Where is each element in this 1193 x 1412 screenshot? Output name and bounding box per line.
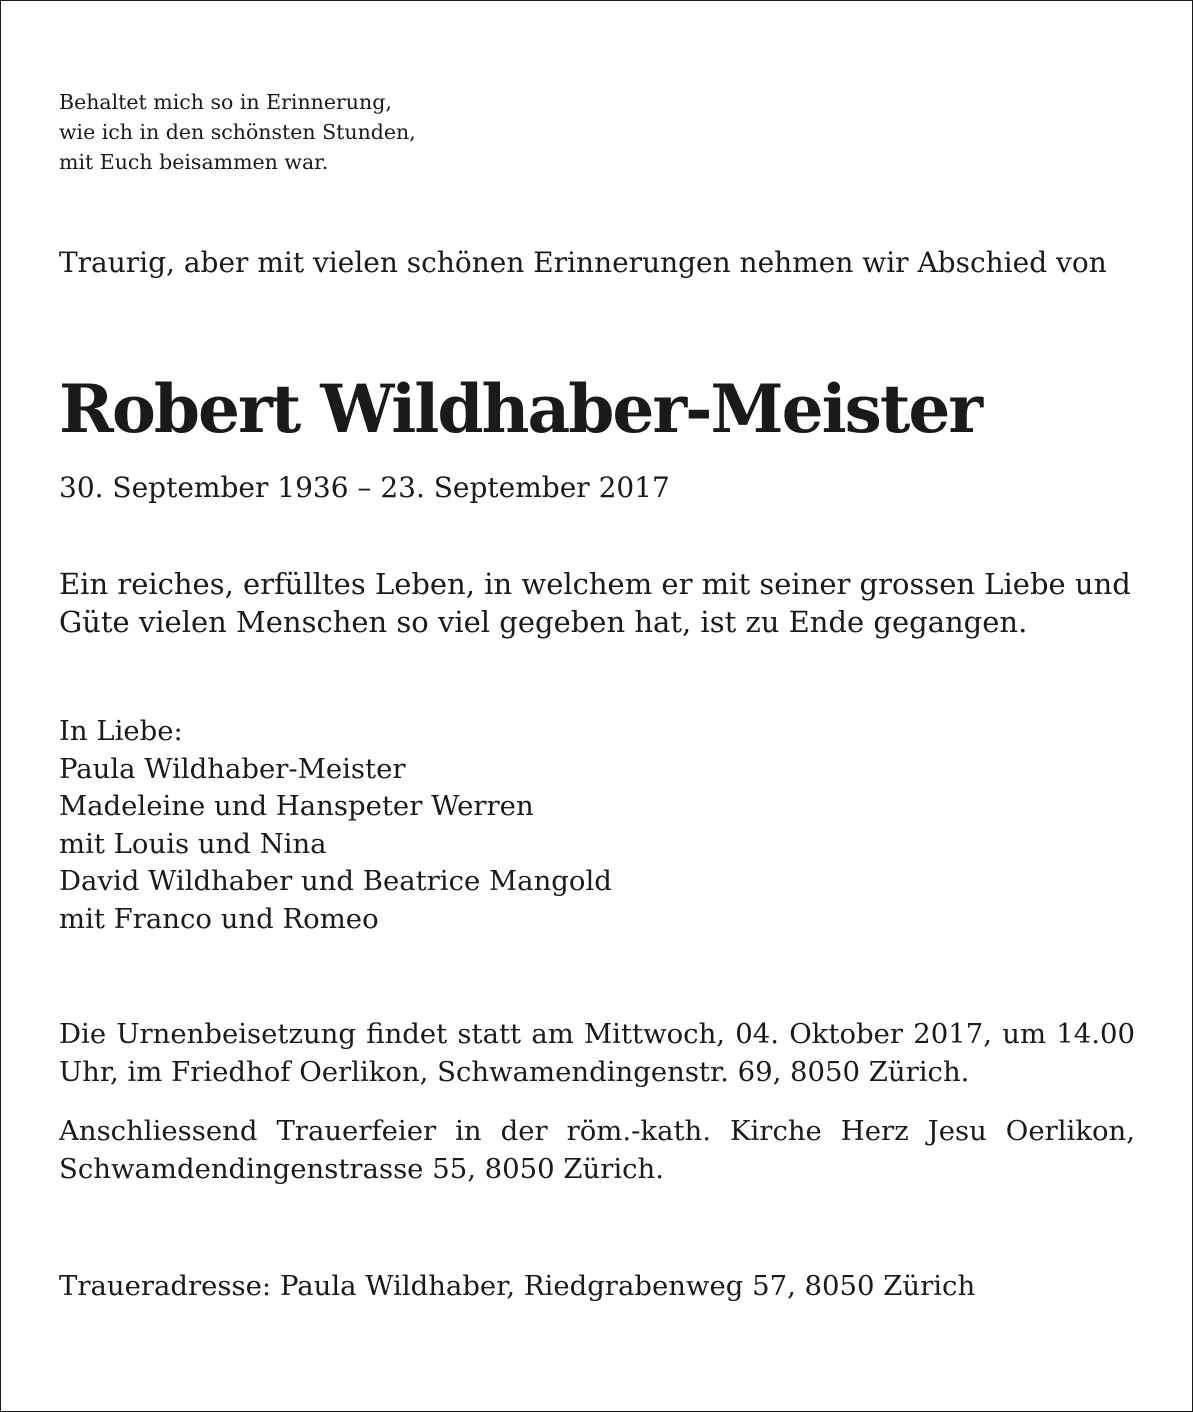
family-member: mit Franco und Romeo [59,902,379,935]
motto-line: wie ich in den schönsten Stunden, [59,120,416,144]
mourning-address: Traueradresse: Paula Wildhaber, Riedgrabenweg 57, 8050 Zürich [59,1270,976,1302]
deceased-name: Robert Wildhaber-Meister [59,370,982,448]
family-member: Madeleine und Hanspeter Werren [59,790,534,822]
life-dates: 30. September 1936 – 23. September 2017 [59,471,670,504]
motto-line: Behaltet mich so in Erinnerung, [59,90,392,114]
family-member: Paula Wildhaber-Meister [59,752,406,785]
ceremony-info: Die Urnenbeisetzung findet statt am Mittwoch, 04. Oktober 2017, um 14.00 Uhr, im Friedhof Oerlikon, Schwamendingenstr. 69, 8050 Zürich. [59,1018,1135,1088]
intro-text: Traurig, aber mit vielen schönen Erinnerungen nehmen wir Abschied von [59,246,1107,279]
family-member: mit Louis und Nina [59,827,327,860]
life-text: Ein reiches, erfülltes Leben, in welchem er mit seiner grossen Liebe und Güte vielen Menschen so viel gegeben hat, ist zu Ende gegangen. [59,567,1131,639]
family-member: David Wildhaber und Beatrice Mangold [59,865,612,897]
family-heading: In Liebe: [59,715,183,747]
family-list [59,713,1135,938]
motto-verse [59,87,1135,177]
motto-line: mit Euch beisammen war. [59,150,329,174]
church-info: Anschliessend Trauerfeier in der röm.-kath. Kirche Herz Jesu Oerlikon, Schwamdendingenstrasse 55, 8050 Zürich. [59,1115,1135,1185]
